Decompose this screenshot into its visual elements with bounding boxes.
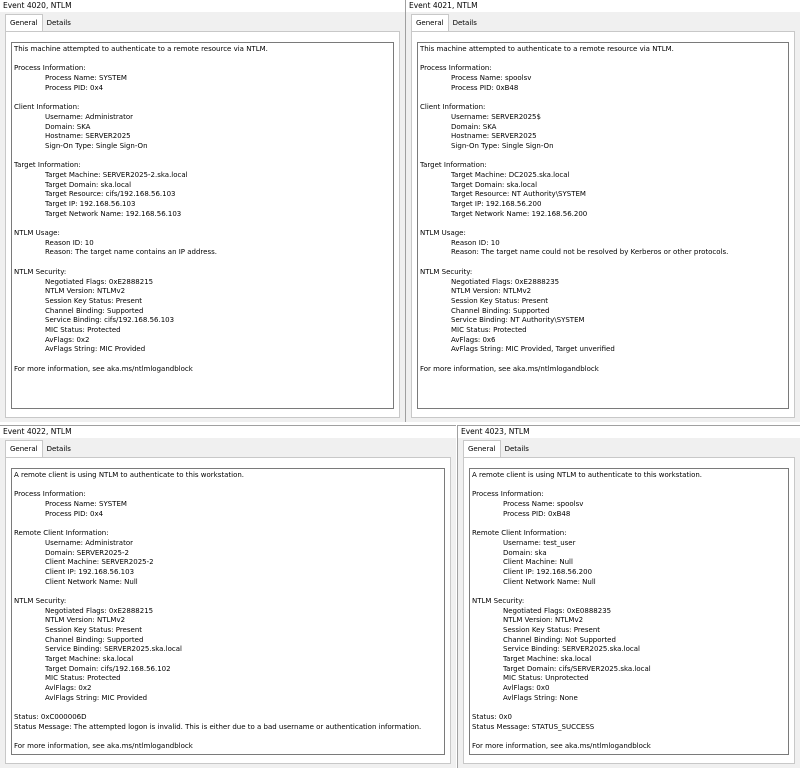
blank-line <box>14 481 444 491</box>
blank-line <box>14 587 444 597</box>
tab-general[interactable]: General <box>463 440 501 457</box>
detail-line: Process Name: spoolsv <box>503 500 584 509</box>
detail-line: MIC Status: Protected <box>45 325 121 334</box>
section-line: This machine attempted to authenticate to a remote resource via NTLM. <box>14 45 268 53</box>
detail-line: Target Machine: ska.local <box>503 655 592 664</box>
event-description-box[interactable] <box>11 42 394 409</box>
detail-line: Sign-On Type: Single Sign-On <box>451 141 554 150</box>
detail-line: Target Domain: ska.local <box>451 180 538 189</box>
tab-general[interactable]: General <box>5 14 43 31</box>
window-title: Event 4020, NTLM <box>0 0 405 12</box>
detail-line: Process Name: SYSTEM <box>45 500 127 509</box>
section-line: Remote Client Information: <box>14 529 109 538</box>
detail-line: Client IP: 192.168.56.200 <box>503 567 593 576</box>
event-window-4020 <box>0 0 405 422</box>
blank-line <box>14 258 393 268</box>
detail-line: Client Machine: Null <box>503 558 573 567</box>
detail-line: MIC Status: Protected <box>45 674 121 683</box>
detail-line: Client IP: 192.168.56.103 <box>45 567 135 576</box>
blank-line <box>472 519 788 529</box>
detail-line: Hostname: SERVER2025 <box>45 132 131 141</box>
event-window-4023 <box>457 425 800 768</box>
detail-line: Process Name: spoolsv <box>451 74 532 83</box>
detail-line: NTLM Version: NTLMv2 <box>45 287 126 296</box>
detail-line: Client Machine: SERVER2025-2 <box>45 558 154 567</box>
event-description-box[interactable] <box>469 468 789 755</box>
detail-line: Target IP: 192.168.56.103 <box>45 200 136 208</box>
blank-line <box>472 704 788 714</box>
detail-line: Target Domain: ska.local <box>45 180 132 189</box>
general-panel <box>5 31 400 418</box>
section-line: Target Information: <box>14 161 81 170</box>
detail-line: Domain: SKA <box>45 122 91 131</box>
detail-line: Process PID: 0xB48 <box>503 509 571 518</box>
event-description <box>470 469 788 752</box>
section-line: Status: 0xC000006D <box>14 713 87 722</box>
detail-line: Target Network Name: 192.168.56.200 <box>451 209 588 218</box>
detail-line: AvlFlags: 0x2 <box>45 684 92 693</box>
section-line: A remote client is using NTLM to authenticate to this workstation. <box>472 471 703 479</box>
detail-line: Service Binding: SERVER2025.ska.local <box>503 645 640 654</box>
section-line: NTLM Security: <box>14 267 67 276</box>
blank-line <box>14 519 444 529</box>
section-line: Process Information: <box>420 64 492 73</box>
detail-line: Session Key Status: Present <box>451 296 549 305</box>
detail-line: MIC Status: Unprotected <box>503 674 589 683</box>
detail-line: Negotiated Flags: 0xE0888235 <box>503 606 612 615</box>
section-line: For more information, see aka.ms/ntlmlogandblock <box>14 742 193 751</box>
detail-line: Target Domain: cifs/192.168.56.102 <box>45 664 171 673</box>
blank-line <box>14 733 444 743</box>
tab-bar <box>463 440 533 457</box>
blank-line <box>14 219 393 229</box>
blank-line <box>14 152 393 162</box>
detail-line: Reason ID: 10 <box>451 238 500 247</box>
blank-line <box>420 219 788 229</box>
blank-line <box>472 481 788 491</box>
detail-line: Process PID: 0xB48 <box>451 83 519 92</box>
section-line: NTLM Usage: <box>420 229 466 238</box>
detail-line: NTLM Version: NTLMv2 <box>503 616 584 625</box>
detail-line: AvlFlags String: None <box>503 693 578 702</box>
detail-line: Negotiated Flags: 0xE2888215 <box>45 277 154 286</box>
detail-line: Process Name: SYSTEM <box>45 74 127 83</box>
detail-line: MIC Status: Protected <box>451 325 527 334</box>
section-line: Client Information: <box>14 103 80 112</box>
event-description <box>12 43 393 374</box>
tab-details[interactable]: Details <box>46 445 71 453</box>
detail-line: Target Machine: ska.local <box>45 655 134 664</box>
window-title: Event 4021, NTLM <box>406 0 800 12</box>
detail-line: Service Binding: SERVER2025.ska.local <box>45 645 182 654</box>
detail-line: Domain: ska <box>503 548 547 557</box>
blank-line <box>14 55 393 65</box>
detail-line: Client Network Name: Null <box>503 577 596 586</box>
section-line: NTLM Security: <box>14 596 67 605</box>
detail-line: Username: Administrator <box>45 538 133 547</box>
detail-line: NTLM Version: NTLMv2 <box>45 616 126 625</box>
general-panel <box>5 457 451 764</box>
blank-line <box>420 55 788 65</box>
detail-line: Target Machine: SERVER2025-2.ska.local <box>45 170 188 179</box>
detail-line: Negotiated Flags: 0xE2888215 <box>45 606 154 615</box>
event-description <box>418 43 788 374</box>
section-line: Process Information: <box>14 490 86 499</box>
detail-line: NTLM Version: NTLMv2 <box>451 287 532 296</box>
section-line: Remote Client Information: <box>472 529 567 538</box>
event-window-4022 <box>0 425 456 768</box>
detail-line: Reason ID: 10 <box>45 238 94 247</box>
event-description-box[interactable] <box>11 468 445 755</box>
detail-line: Service Binding: NT Authority\SYSTEM <box>451 316 585 325</box>
section-line: NTLM Usage: <box>14 229 60 238</box>
detail-line: Channel Binding: Not Supported <box>503 635 616 644</box>
detail-line: Session Key Status: Present <box>45 626 143 634</box>
detail-line: Sign-On Type: Single Sign-On <box>45 141 148 150</box>
detail-line: Username: SERVER2025$ <box>451 112 541 121</box>
detail-line: Target Resource: cifs/192.168.56.103 <box>45 190 176 199</box>
blank-line <box>420 258 788 268</box>
detail-line: AvFlags String: MIC Provided <box>45 345 146 354</box>
event-description <box>12 469 444 752</box>
detail-line: Channel Binding: Supported <box>45 635 144 644</box>
section-line: Target Information: <box>420 161 487 170</box>
detail-line: Domain: SERVER2025-2 <box>45 548 129 557</box>
tab-bar <box>411 14 481 31</box>
detail-line: Service Binding: cifs/192.168.56.103 <box>45 316 175 325</box>
detail-line: Channel Binding: Supported <box>451 306 550 315</box>
section-line: Status Message: The attempted logon is invalid. This is either due to a bad username or authentication information. <box>14 722 422 731</box>
window-title: Event 4022, NTLM <box>0 426 456 438</box>
tab-details[interactable]: Details <box>452 19 477 27</box>
detail-line: Target Resource: NT Authority\SYSTEM <box>451 190 586 199</box>
detail-line: Process PID: 0x4 <box>45 83 104 92</box>
detail-line: Target Domain: cifs/SERVER2025.ska.local <box>503 664 651 673</box>
detail-line: Process PID: 0x4 <box>45 509 104 518</box>
section-line: Client Information: <box>420 103 486 112</box>
detail-line: Negotiated Flags: 0xE2888235 <box>451 277 560 286</box>
blank-line <box>472 587 788 597</box>
section-line: For more information, see aka.ms/ntlmlogandblock <box>472 742 651 751</box>
general-panel <box>463 457 795 764</box>
detail-line: Client Network Name: Null <box>45 577 138 586</box>
section-line: Process Information: <box>14 64 86 73</box>
section-line: NTLM Security: <box>472 596 525 605</box>
section-line: Status: 0x0 <box>472 713 512 722</box>
section-line: A remote client is using NTLM to authenticate to this workstation. <box>14 471 245 479</box>
blank-line <box>420 152 788 162</box>
tab-general[interactable]: General <box>5 440 43 457</box>
window-title: Event 4023, NTLM <box>458 426 800 438</box>
detail-line: Hostname: SERVER2025 <box>451 132 537 141</box>
blank-line <box>14 704 444 714</box>
section-line: For more information, see aka.ms/ntlmlogandblock <box>14 364 193 373</box>
general-panel <box>411 31 795 418</box>
tab-general[interactable]: General <box>411 14 449 31</box>
detail-line: AvFlags: 0x6 <box>451 335 496 344</box>
detail-line: AvFlags String: MIC Provided, Target unverified <box>451 345 615 354</box>
tab-details[interactable]: Details <box>504 445 529 453</box>
detail-line: AvlFlags: 0x0 <box>503 684 550 693</box>
tab-bar <box>5 440 75 457</box>
section-line: Process Information: <box>472 490 544 499</box>
blank-line <box>14 93 393 103</box>
event-description-box[interactable] <box>417 42 789 409</box>
detail-line: Reason: The target name contains an IP address. <box>45 248 217 257</box>
section-line: Status Message: STATUS_SUCCESS <box>472 722 595 731</box>
blank-line <box>420 355 788 365</box>
event-window-4021 <box>405 0 800 422</box>
detail-line: Reason: The target name could not be resolved by Kerberos or other protocols. <box>451 248 729 257</box>
section-line: For more information, see aka.ms/ntlmlogandblock <box>420 364 599 373</box>
blank-line <box>14 355 393 365</box>
section-line: This machine attempted to authenticate to a remote resource via NTLM. <box>420 45 674 53</box>
detail-line: AvlFlags String: MIC Provided <box>45 693 148 702</box>
blank-line <box>420 93 788 103</box>
detail-line: Session Key Status: Present <box>45 296 143 305</box>
detail-line: Target Machine: DC2025.ska.local <box>451 170 570 179</box>
detail-line: AvFlags: 0x2 <box>45 335 90 344</box>
blank-line <box>472 733 788 743</box>
detail-line: Target Network Name: 192.168.56.103 <box>45 209 182 218</box>
tab-details[interactable]: Details <box>46 19 71 27</box>
detail-line: Domain: SKA <box>451 122 497 131</box>
detail-line: Username: test_user <box>503 538 576 547</box>
detail-line: Session Key Status: Present <box>503 626 601 634</box>
detail-line: Username: Administrator <box>45 112 133 121</box>
detail-line: Channel Binding: Supported <box>45 306 144 315</box>
detail-line: Target IP: 192.168.56.200 <box>451 200 542 208</box>
section-line: NTLM Security: <box>420 267 473 276</box>
tab-bar <box>5 14 75 31</box>
